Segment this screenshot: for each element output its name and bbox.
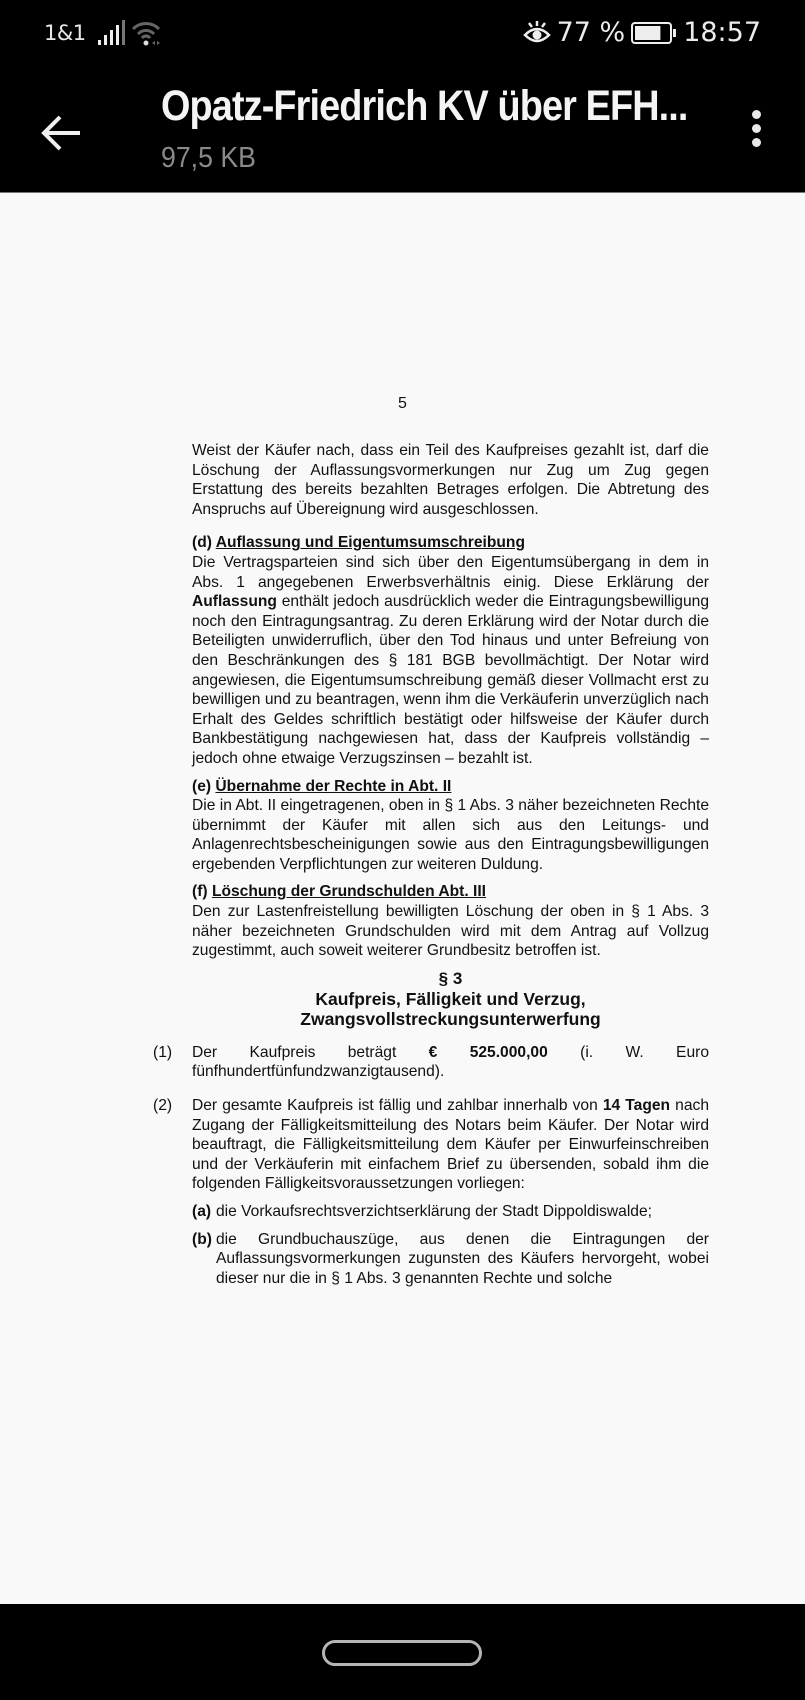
paragraph-3-heading: § 3 Kaufpreis, Fälligkeit und Verzug, Zwangsvollstreckungsunterwerfung (300, 968, 601, 1029)
navigation-bar (0, 1604, 805, 1700)
section-d (192, 533, 709, 768)
more-options-icon[interactable] (744, 110, 768, 154)
section-e-title: Übernahme der Rechte in Abt. II (215, 777, 452, 795)
status-bar (0, 0, 805, 70)
home-gesture-handle[interactable] (322, 1640, 482, 1666)
section-d-title: Auflassung und Eigentumsumschreibung (215, 534, 525, 552)
section-e-text: Die in Abt. II eingetragenen, oben in § 1 Abs. 3 näher bezeichneten Rechte übernimmt der Käufer mit allen sich aus den Leitungs- und Anlagenrechtsbescheinigungen sowie aus den Eintragungsbewilligungen ergebenden Verpflichtungen zur weiteren Duldung. (192, 797, 709, 873)
intro-paragraph: Weist der Käufer nach, dass ein Teil des Kaufpreises gezahlt ist, darf die Löschung der Auflassungsvormerkungen nur Zug um Zug gegen Erstattung des bereits bezahlten Betrages erfolgen. Die Abtretung des Anspruchs auf Übereignung wird ausgeschlossen. (192, 442, 709, 518)
battery-icon (631, 22, 677, 44)
numbered-item-2: (2) Der gesamte Kaufpreis ist fällig und zahlbar innerhalb von 14 Tagen nach Zugang der Fälligkeitsmitteilung des Notars beim Käufer. Der Notar wird beauftragt, die Fälligkeitsmitteilung dem Käufer per Einwurfeinschreiben und der Verkäuferin mit einfachem Brief zu übersenden, sobald ihm die folgenden Fälligkeitsvoraussetzungen vorliegen: (153, 1097, 709, 1193)
section-f-text: Den zur Lastenfreistellung bewilligten Löschung der oben in § 1 Abs. 3 näher bezeichneten Grundschulden wird mit dem Antrag auf Vollzug zugestimmt, auch soweit weiterer Grundbesitz betroffen ist. (192, 903, 709, 960)
carrier-name: 1&1 (44, 21, 86, 45)
page-number: 5 (398, 395, 407, 412)
document-page (153, 441, 709, 1288)
signal-icon (96, 20, 126, 46)
app-bar (0, 70, 805, 192)
numbered-item-1: (1) Der Kaufpreis beträgt € 525.000,00 (i. W. Euro fünfhundertfünfundzwanzigtausend). (153, 1043, 709, 1081)
section-e (192, 777, 709, 875)
document-title: Opatz-Friedrich KV über EFH... (161, 82, 688, 130)
sub-item-b: (b) die Grundbuchauszüge, aus denen die Eintragungen der Auflassungsvormerkungen zugunsten des Käufers hervorgeht, wobei dieser nur die in § 1 Abs. 3 genannten Rechte und solche (192, 1230, 709, 1287)
document-viewer[interactable] (0, 192, 805, 1604)
sub-item-a: (a) die Vorkaufsrechtsverzichtserklärung der Stadt Dippoldiswalde; (192, 1203, 652, 1220)
file-size: 97,5 KB (161, 142, 256, 174)
section-f (192, 882, 709, 960)
battery-percentage: 77 % (556, 17, 626, 48)
status-right-cluster (523, 17, 761, 48)
section-f-heading: (f) Löschung der Grundschulden Abt. III (192, 883, 486, 901)
section-f-title: Löschung der Grundschulden Abt. III (211, 883, 486, 901)
eye-comfort-icon (523, 19, 551, 47)
clock: 18:57 (683, 17, 761, 48)
wifi-icon (130, 20, 162, 46)
section-e-heading: (e) Übernahme der Rechte in Abt. II (192, 777, 452, 795)
back-arrow-icon[interactable] (36, 106, 90, 160)
section-d-text: Die Vertragsparteien sind sich über den Eigentumsübergang in dem in Abs. 1 angegebenen Erwerbsverhältnis einig. Diese Erklärung der Auflassung enthält jedoch ausdrücklich weder die Eintragungsbewilligung noch den Eintragungsantrag. Zu deren Erklärung wird der Notar durch die Beteiligten unwiderruflich, über den Tod hinaus und unter Befreiung von den Beschränkungen des § 181 BGB bevollmächtigt. Der Notar wird angewiesen, die Eigentumsumschreibung gemäß dieser Vollmacht erst zu bewilligen und zu beantragen, wenn ihm die Verkäuferin unverzüglich nach Erhalt des Geldes schriftlich bestätigt oder hilfsweise der Käufer durch Bankbestätigung nachgewiesen hat, dass der Kaufpreis vollständig – jedoch ohne etwaige Verzugszinsen – bezahlt ist. (192, 553, 709, 767)
section-d-heading: (d) Auflassung und Eigentumsumschreibung (192, 534, 525, 552)
